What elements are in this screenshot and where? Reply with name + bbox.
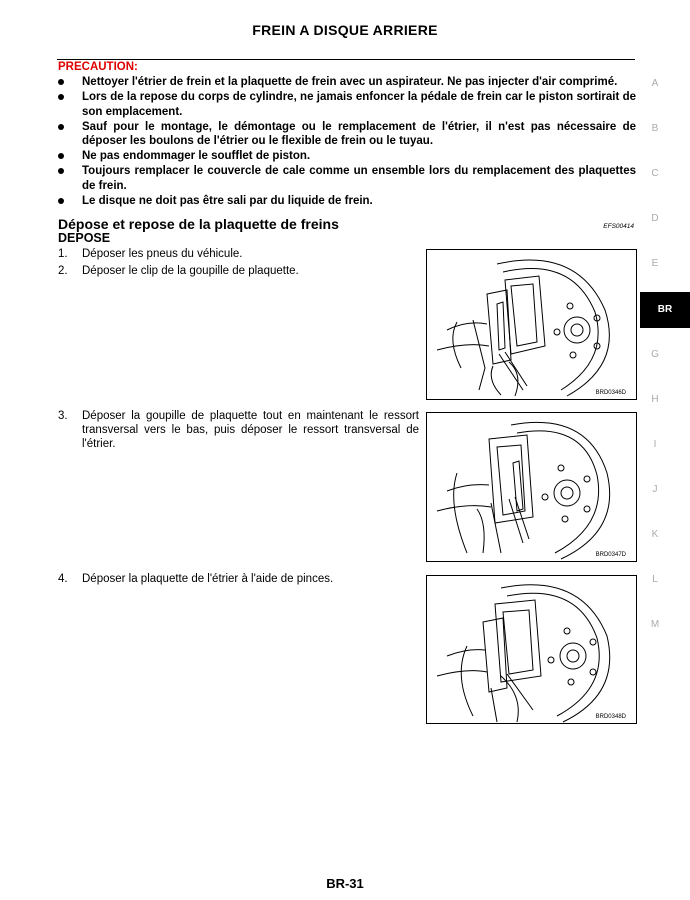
precaution-item: Ne pas endommager le soufflet de piston. <box>58 149 636 164</box>
precaution-item: Toujours remplacer le couvercle de cale comme un ensemble lors du remplacement des plaquettes de frein. <box>58 164 636 193</box>
subsection-title: DEPOSE <box>58 231 111 245</box>
brake-caliper-illustration <box>427 250 636 399</box>
section-tab-g[interactable]: G <box>651 349 659 360</box>
step-number: 2. <box>58 265 68 277</box>
step-text: Déposer la goupille de plaquette tout en maintenant le ressort transversal vers le bas, puis déposer le ressort transversal de l'étrier. <box>82 410 419 450</box>
section-tab-e[interactable]: E <box>651 258 659 269</box>
step-number: 3. <box>58 410 68 422</box>
section-tab-k[interactable]: K <box>651 529 659 540</box>
section-tab-m[interactable]: M <box>650 619 660 630</box>
figure-pad-pin <box>426 412 637 562</box>
brake-caliper-illustration <box>427 413 636 561</box>
step-number: 1. <box>58 248 68 260</box>
brake-caliper-illustration <box>427 576 636 723</box>
step-2 <box>58 264 418 278</box>
bullet-icon <box>58 124 64 130</box>
bullet-icon <box>58 168 64 174</box>
figure-code: BRD0348D <box>595 714 626 720</box>
step-text: Déposer le clip de la goupille de plaquette. <box>82 265 299 277</box>
step-text: Déposer la plaquette de l'étrier à l'aide de pinces. <box>82 573 334 585</box>
section-tab-b[interactable]: B <box>651 123 659 134</box>
precaution-list <box>58 75 636 209</box>
step-1 <box>58 247 418 261</box>
header-rule <box>57 59 635 60</box>
section-code: EFS00414 <box>603 223 634 230</box>
page-title: FREIN A DISQUE ARRIERE <box>252 22 438 38</box>
precaution-item: Lors de la repose du corps de cylindre, ne jamais enfoncer la pédale de frein car le piston sortirait de son emplacement. <box>58 90 636 119</box>
section-tab-l[interactable]: L <box>652 574 658 585</box>
section-tab-a[interactable]: A <box>651 78 659 89</box>
precaution-item: Nettoyer l'étrier de frein et la plaquette de frein avec un aspirateur. Ne pas injecter d'air comprimé. <box>58 75 636 90</box>
section-tab-c[interactable]: C <box>651 168 659 179</box>
section-tab-h[interactable]: H <box>651 394 659 405</box>
bullet-icon <box>58 153 64 159</box>
section-title: Dépose et repose de la plaquette de freins <box>58 216 339 232</box>
precaution-item: Le disque ne doit pas être sali par du liquide de frein. <box>58 194 636 209</box>
step-3 <box>58 409 419 451</box>
figure-pad-removal <box>426 575 637 724</box>
figure-code: BRD0347D <box>595 552 626 558</box>
precaution-item: Sauf pour le montage, le démontage ou le remplacement de l'étrier, il n'est pas nécessaire de déposer les boulons de l'étrier ou le flexible de frein ou le tuyau. <box>58 120 636 149</box>
section-tab-j[interactable]: J <box>652 484 658 495</box>
step-4 <box>58 572 418 586</box>
figure-caliper-clip <box>426 249 637 400</box>
step-number: 4. <box>58 573 68 585</box>
page-number: BR-31 <box>326 876 364 891</box>
precaution-label: PRECAUTION: <box>58 61 138 73</box>
section-tab-i[interactable]: I <box>653 439 657 450</box>
section-tab-d[interactable]: D <box>651 213 659 224</box>
section-tab-br[interactable]: BR <box>640 292 690 328</box>
step-text: Déposer les pneus du véhicule. <box>82 248 243 260</box>
bullet-icon <box>58 198 64 204</box>
bullet-icon <box>58 94 64 100</box>
figure-code: BRD0346D <box>595 390 626 396</box>
bullet-icon <box>58 79 64 85</box>
